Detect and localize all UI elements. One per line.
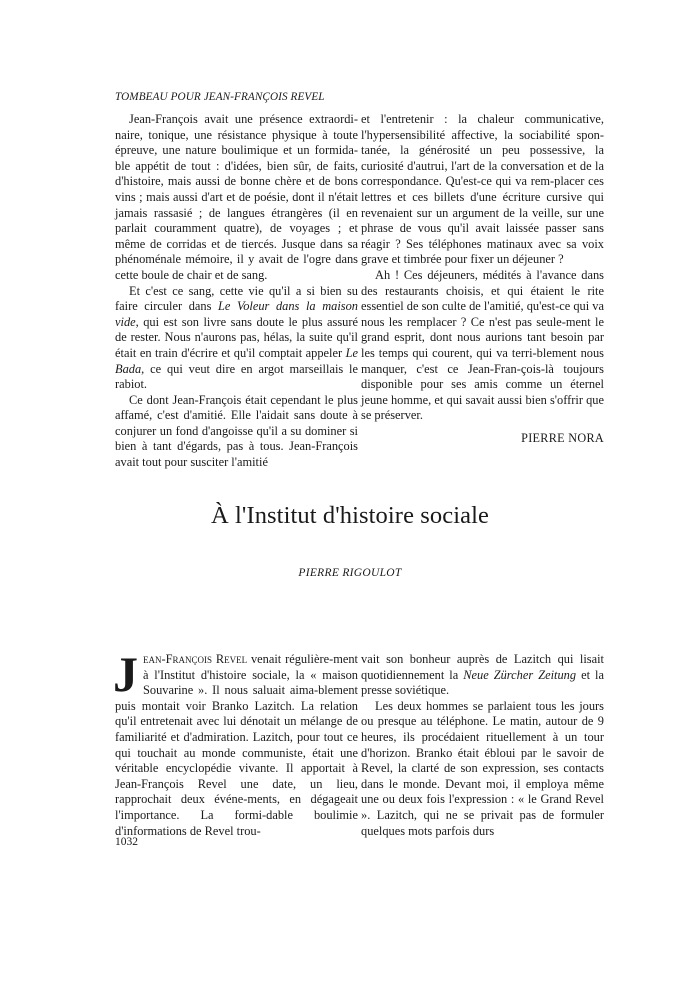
paragraph: [115, 284, 358, 393]
text: venait régulière-ment à l'Institut d'histoire sociale, la « maison Souvarine ». Il nous saluait aima-blement puis montait voir Branko Lazitch. La relation qu'il entretenait avec lui dénotait un mélange de familiarité et d'admiration. Lazitch, pour tout ce qui touchait au monde communiste, était une véritable encyclopédie vivante. Il apportait à Jean-François Revel une date, un lieu, rapprochait deux événe-ments, en dégageait l'importance. La formi-dable boulimie d'informations de Revel trou-: [115, 652, 359, 838]
text: , qui est son livre sans doute le plus assuré de rester. Nous n'aurons pas, hélas, la suite qu'il était en train d'écrire et qu'il comptait appeler: [115, 314, 358, 360]
page-number: 1032: [115, 836, 138, 848]
text: Et c'est ce sang, cette vie qu'il a si bien su faire circuler dans: [115, 283, 358, 314]
article-column-left: [113, 646, 359, 839]
paragraph: [361, 652, 604, 699]
newspaper-title: Neue Zürcher Zeitung: [463, 667, 577, 682]
book-title: Le Bada: [115, 345, 358, 376]
paragraph: [113, 646, 359, 839]
text: , ce qui veut dire en argot marseillais le rabiot.: [115, 361, 358, 392]
text: et la presse soviétique.: [361, 667, 604, 698]
paragraph: Ce dont Jean-François était cependant le plus affamé, c'est d'amitié. Elle l'aidait sans doute à conjurer un fond d'angoisse qu'il a su dominer si bien à tant d'égards, pas à tous. Jean-François avait tout pour susciter l'amitié: [115, 392, 358, 470]
tribute-column-right: [361, 112, 604, 446]
article-column-right: [361, 652, 604, 839]
byline: PIERRE RIGOULOT: [298, 567, 402, 579]
drop-cap: J: [113, 646, 138, 702]
paragraph: Jean-François avait une présence extraordi-naire, tonique, une résistance physique à toute épreuve, une nature boulimique et un formida-ble appétit de tout : d'idées, bien sûr, de faits, d'histoire, mais aussi de bonne chère et de bons vins ; mais aussi d'art et de poésie, dont il n'était jamais rassasié ; de langues étrangères (il en parlait couramment quatre), de voyages ; et même de corridas et de tiercés. Jusque dans sa phénoménale mémoire, il y avait de l'ogre dans cette boule de chair et de sang.: [115, 112, 358, 282]
article-title: À l'Institut d'histoire sociale: [211, 502, 489, 529]
signature: PIERRE NORA: [521, 430, 604, 445]
author-name-smallcaps: ean-François Revel: [143, 652, 248, 666]
paragraph: Les deux hommes se parlaient tous les jours ou presque au téléphone. Le matin, autour de 9 heures, ils procédaient rituellement à un tour d'horizon. Branko était ébloui par le savoir de Revel, la clarté de son expression, ses contacts dans le monde. Devant moi, il employa même une ou deux fois l'expression : « le Grand Revel ». Lazitch, qui ne se privait pas de formuler quelques mots parfois durs: [361, 698, 604, 838]
running-head: TOMBEAU POUR JEAN-FRANÇOIS REVEL: [115, 91, 325, 103]
paragraph: Ah ! Ces déjeuners, médités à l'avance dans des restaurants choisis, et qui étaient le rite essentiel de son culte de l'amitié, qu'est-ce qui va nous les remplacer ? Ce n'est pas seule-ment le grand esprit, dont nous aurions tant besoin par les temps qui courent, qui va terri-blement nous manquer, c'est ce Jean-Fran-çois-là toujours disponible pour ses amis comme un éternel jeune homme, et qui savait aussi bien s'offrir que se préserver.: [361, 267, 604, 423]
text: vait son bonheur auprès de Lazitch qui lisait quotidiennement la: [361, 652, 604, 682]
tribute-column-left: [115, 112, 358, 471]
paragraph: et l'entretenir : la chaleur communicative, l'hypersensibilité affective, la sociabilité spon-tanée, la générosité un peu possessive, la curiosité d'autrui, l'art de la conversation et de la correspondance. Qu'est-ce qui va rem-placer ces lettres et ces billets d'une écriture cursive qui revenaient sur un argument de la veille, sur une phrase de vous qu'il avait laissée passer sans réagir ? Ses téléphones matinaux avec sa voix grave et timbrée pour fixer un déjeuner ?: [361, 112, 604, 267]
book-title: Le Voleur dans la maison vide: [115, 299, 358, 329]
